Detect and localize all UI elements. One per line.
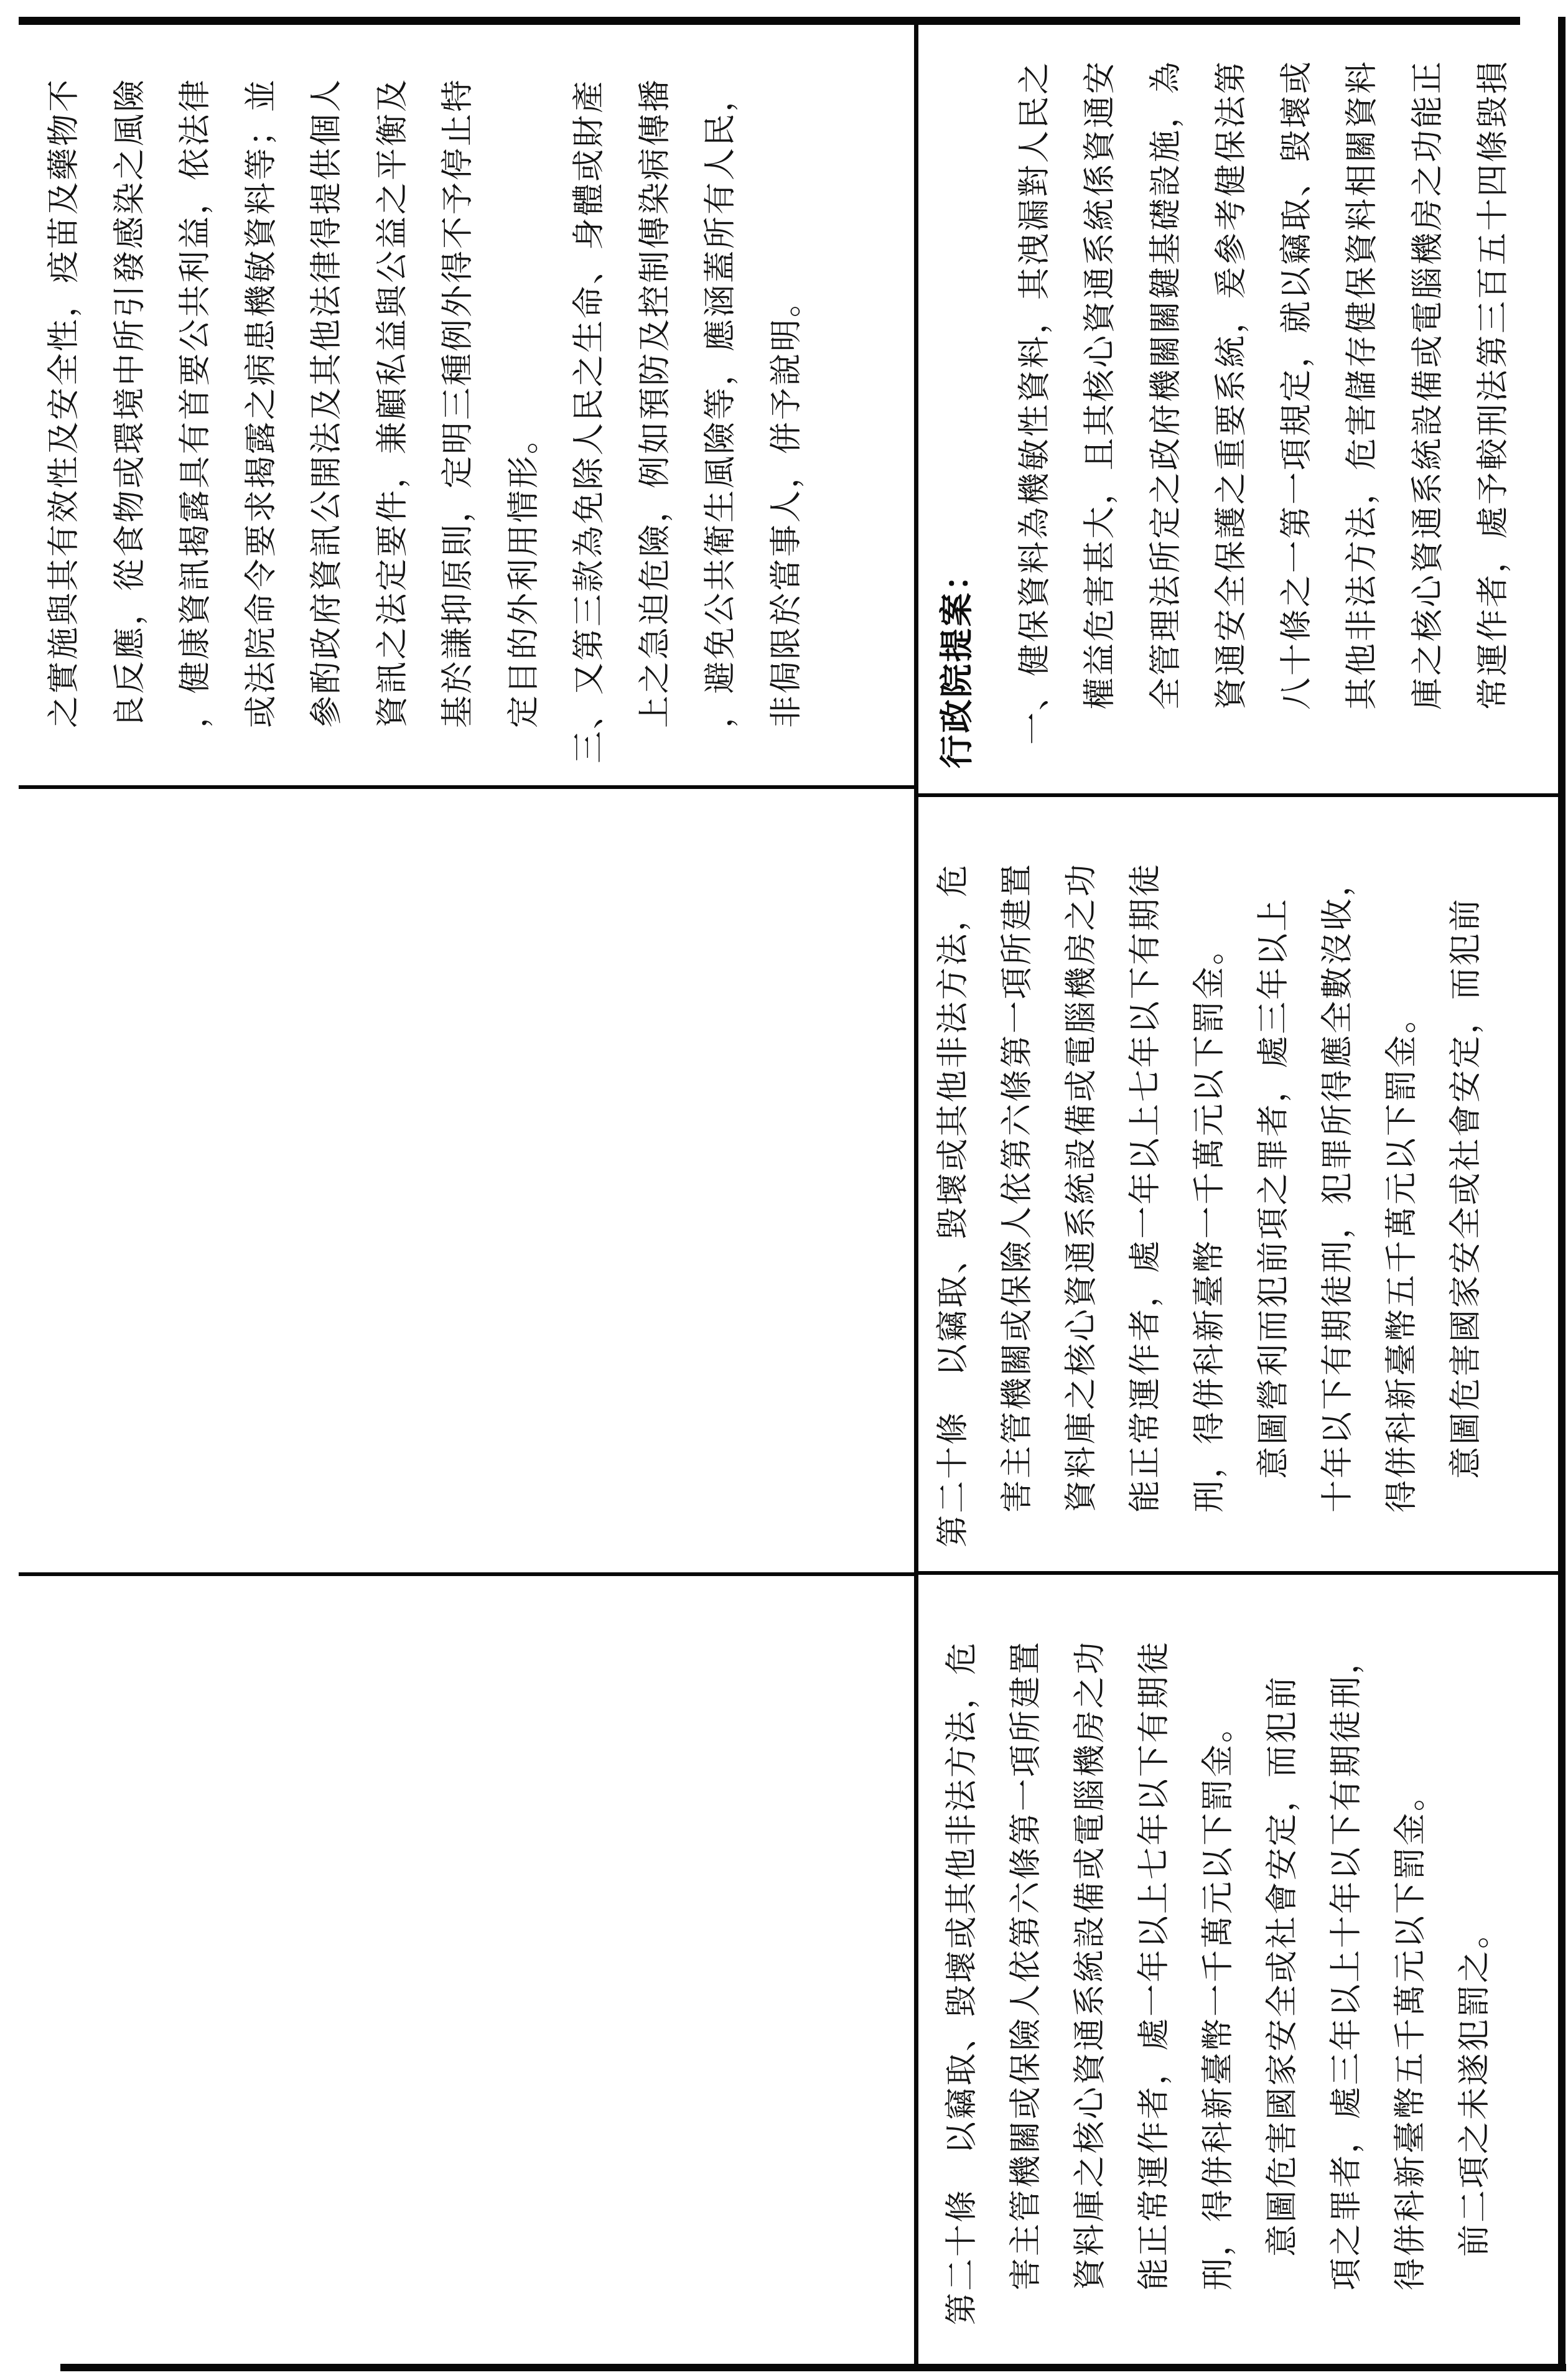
text-line: 之實施與其有效性及安全性，疫苗及藥物不 (47, 77, 82, 728)
table-outer-border-right (19, 17, 1520, 25)
table-row-divider (914, 17, 918, 2368)
text-line: 或法院命令要求揭露之病患機敏資料等；並 (244, 77, 279, 728)
text-line: 資料庫之核心資通系統設備或電腦機房之功 (1064, 862, 1099, 1513)
column-divider-upper-right (19, 785, 917, 789)
text-line: 良反應，從食物或環境中所引發感染之風險 (113, 77, 148, 728)
text-line: 十年以下有期徒刑，犯罪所得應全數沒收， (1320, 862, 1356, 1513)
text-line: 得併科新臺幣五千萬元以下罰金。 (1384, 999, 1420, 1513)
text-line: 刑，得併科新臺幣一千萬元以下罰金。 (1192, 930, 1228, 1513)
text-line: 其他非法方法，危害儲存健保資料相關資料 (1345, 59, 1380, 710)
table-outer-border-bottom (1558, 17, 1566, 2371)
text-line: 非侷限於當事人，併予說明。 (769, 282, 805, 728)
text-line: 得併科新臺幣五千萬元以下罰金。 (1393, 1776, 1429, 2290)
text-line: 參酌政府資訊公開法及其他法律得提供個人 (309, 77, 345, 728)
text-line: ，健康資訊揭露具有首要公共利益，依法律 (178, 77, 213, 728)
cell-article-20-middle (919, 797, 1558, 1571)
text-line: 全管理法所定之政府機關關鍵基礎設施，為 (1149, 59, 1184, 710)
text-line: 意圖營利而犯前項之罪者，處三年以上 (1256, 897, 1292, 1547)
text-line: 第二十條 以竊取、毀壞或其他非法方法，危 (945, 1640, 980, 2325)
text-line: 庫之核心資通系統設備或電腦機房之功能正 (1411, 59, 1446, 710)
cell-executive-proposal (919, 25, 1558, 793)
text-line: 刑，得併科新臺幣一千萬元以下罰金。 (1201, 1708, 1236, 2290)
text-line: 權益危害甚大，且其核心資通系統係資通安 (1083, 59, 1118, 710)
cell-article-20-left (919, 1575, 1558, 2368)
text-line: 意圖危害國家安全或社會安定，而犯前 (1449, 897, 1484, 1547)
text-line: 能正常運作者，處一年以上七年以下有期徒 (1128, 862, 1164, 1513)
text-line: 能正常運作者，處一年以上七年以下有期徒 (1137, 1640, 1172, 2290)
text-line: 上之急迫危險，例如預防及控制傳染病傳播 (638, 77, 673, 728)
text-line: 第二十條 以竊取、毀壞或其他非法方法，危 (936, 862, 971, 1547)
text-line: 資通安全保護之重要系統，爰參考健保法第 (1214, 59, 1249, 710)
text-line: 資訊之法定要件，兼顧私益與公益之平衡及 (375, 77, 411, 728)
text-line: 三、又第三款為免除人民之生命、身體或財產 (572, 78, 607, 763)
text-line: 害主管機關或保險人依第六條第一項所建置 (1009, 1640, 1044, 2290)
text-line: 前二項之未遂犯罰之。 (1457, 1914, 1493, 2325)
text-line: 意圖危害國家安全或社會安定，而犯前 (1265, 1674, 1300, 2325)
text-line: 八十條之一第一項規定，就以竊取、毀壞或 (1279, 59, 1315, 710)
text-line: 項之罪者，處三年以上十年以下有期徒刑， (1329, 1640, 1365, 2290)
text-line: 基於謙抑原則，定明三種例外得不予停止特 (441, 77, 476, 728)
text-line: 常運作者，處予較刑法第三百五十四條毀損 (1476, 59, 1511, 710)
text-line: ，避免公共衛生風險等，應涵蓋所有人民， (703, 77, 739, 728)
text-line: 害主管機關或保險人依第六條第一項所建置 (1000, 862, 1035, 1513)
cell-explanation-continuation (19, 25, 914, 785)
text-line: 一、健保資料為機敏性資料，其洩漏對人民之 (1017, 60, 1053, 745)
executive-proposal-header: 行政院提案： (938, 556, 976, 768)
text-line: 資料庫之核心資通系統設備或電腦機房之功 (1073, 1640, 1108, 2290)
column-divider-upper-left (19, 1572, 917, 1576)
text-line: 定目的外利用情形。 (506, 419, 542, 728)
